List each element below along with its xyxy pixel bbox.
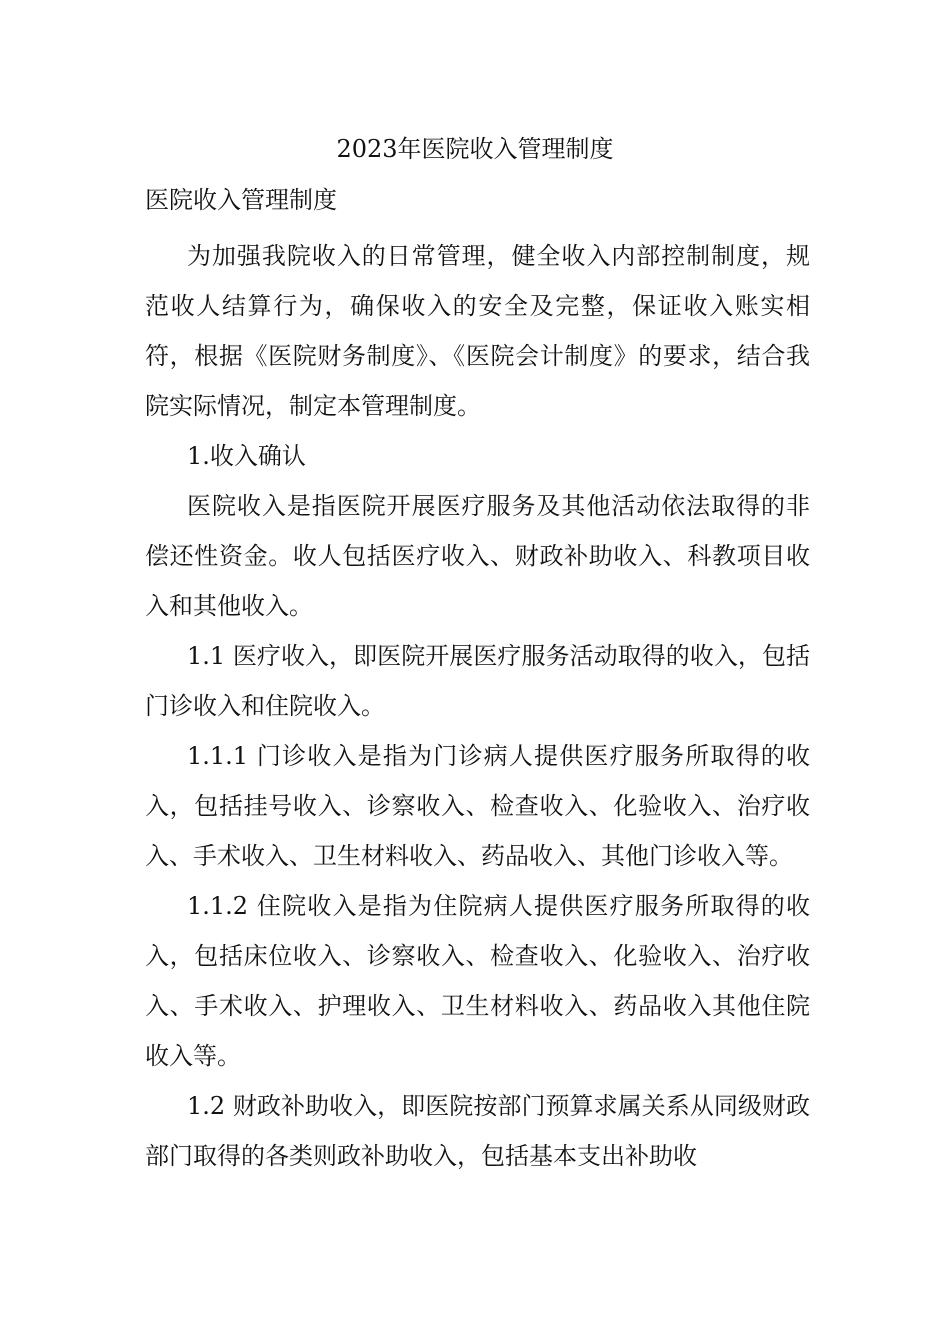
document-body xyxy=(145,231,810,1181)
paragraph-inpatient-income: 1.1.2 住院收入是指为住院病人提供医疗服务所取得的收入，包括床位收入、诊察收入、检查收入、化验收入、治疗收入、手术收入、护理收入、卫生材料收入、药品收入其他住院收入等。 xyxy=(145,892,810,1070)
paragraph-income-definition: 医院收入是指医院开展医疗服务及其他活动依法取得的非偿还性资金。收人包括医疗收入、财政补助收入、科教项目收入和其他收入。 xyxy=(145,492,810,620)
heading-income-recognition: 1.收入确认 xyxy=(187,442,306,470)
paragraph-intro: 为加强我院收入的日常管理，健全收入内部控制制度，规范收人结算行为，确保收入的安全及完整，保证收入账实相符，根据《医院财务制度》、《医院会计制度》的要求，结合我院实际情况，制定本管理制度。 xyxy=(145,242,810,420)
paragraph-outpatient-income: 1.1.1 门诊收入是指为门诊病人提供医疗服务所取得的收入，包括挂号收入、诊察收入、检查收入、化验收入、治疗收入、手术收入、卫生材料收入、药品收入、其他门诊收入等。 xyxy=(145,742,810,870)
paragraph-fiscal-subsidy: 1.2 财政补助收入，即医院按部门预算求属关系从同级财政部门取得的各类则政补助收入，包括基本支出补助收 xyxy=(145,1092,810,1170)
paragraph-medical-income: 1.1 医疗收入，即医院开展医疗服务活动取得的收入，包括门诊收入和住院收入。 xyxy=(145,642,810,720)
document-title: 2023年医院收入管理制度 xyxy=(336,135,614,163)
document-subtitle: 医院收入管理制度 xyxy=(145,186,337,214)
